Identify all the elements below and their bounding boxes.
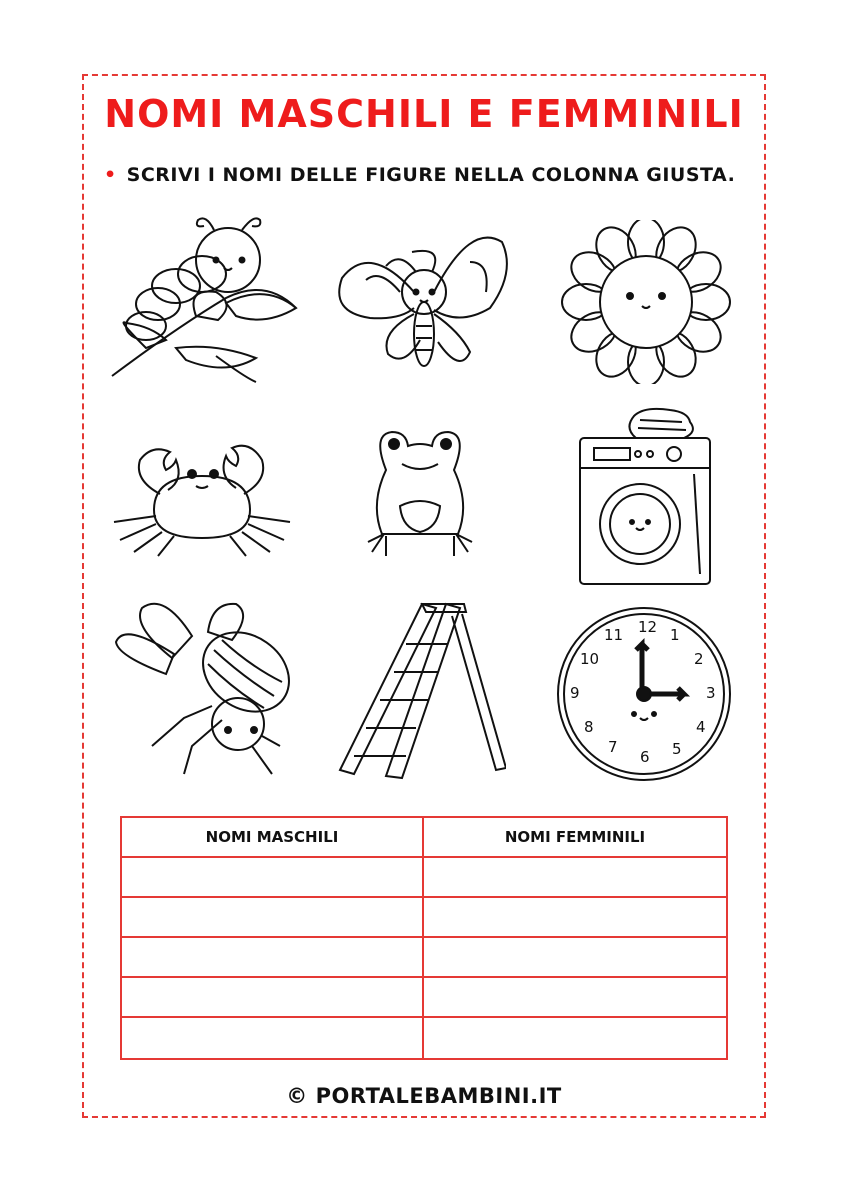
instruction <box>104 164 735 186</box>
answer-cell-femminili[interactable] <box>424 858 726 898</box>
frog-icon <box>362 424 478 564</box>
clock-number: 4 <box>696 718 706 736</box>
butterfly-icon <box>330 222 516 382</box>
fly-icon <box>112 596 298 780</box>
ladder-icon <box>336 598 506 782</box>
answer-cell-femminili[interactable] <box>424 938 726 978</box>
table-header-maschili: NOMI MASCHILI <box>122 818 424 858</box>
footer-copyright: © PORTALEBAMBINI.IT <box>286 1084 562 1108</box>
table-header-femminili: NOMI FEMMINILI <box>424 818 726 858</box>
clock-number: 10 <box>580 650 600 668</box>
caterpillar-icon <box>106 208 302 384</box>
clock-number: 5 <box>672 740 682 758</box>
flower-icon <box>558 220 734 384</box>
clock-icon <box>556 606 732 782</box>
clock-number: 7 <box>608 738 618 756</box>
answer-cell-maschili[interactable] <box>122 1018 424 1058</box>
clock-number: 11 <box>604 626 624 644</box>
clock-number: 2 <box>694 650 704 668</box>
instruction-text: SCRIVI I NOMI DELLE FIGURE NELLA COLONNA GIUSTA. <box>126 164 736 186</box>
clock-number: 8 <box>584 718 594 736</box>
answer-table <box>120 816 728 1060</box>
answer-cell-femminili[interactable] <box>424 978 726 1018</box>
clock-number: 12 <box>638 618 658 636</box>
answer-cell-maschili[interactable] <box>122 898 424 938</box>
answer-cell-maschili[interactable] <box>122 858 424 898</box>
washing-machine-icon <box>574 404 720 588</box>
answer-cell-femminili[interactable] <box>424 898 726 938</box>
instruction-bullet: • <box>104 164 117 186</box>
crab-icon <box>104 430 300 560</box>
clock-number: 9 <box>570 684 580 702</box>
clock-number: 1 <box>670 626 680 644</box>
clock-number: 3 <box>706 684 716 702</box>
answer-cell-maschili[interactable] <box>122 938 424 978</box>
page-title: NOMI MASCHILI E FEMMINILI <box>104 92 744 136</box>
answer-cell-maschili[interactable] <box>122 978 424 1018</box>
clock-number: 6 <box>640 748 650 766</box>
answer-cell-femminili[interactable] <box>424 1018 726 1058</box>
